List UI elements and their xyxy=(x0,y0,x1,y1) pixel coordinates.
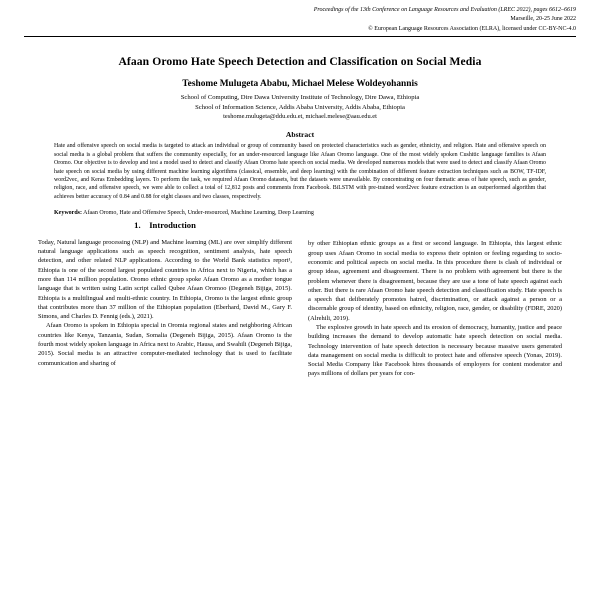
column-right xyxy=(308,219,562,378)
section-title: Introduction xyxy=(149,220,196,231)
column-left xyxy=(38,219,292,378)
paragraph: Afaan Oromo is spoken in Ethiopia special in Oromia regional states and neighboring African countries like Kenya, Tanzania, Sudan, Somalia (Degeneh Bijiga, 2015). Afaan Oromo is the fourth most widely spoken language in Africa next to Arabic, Hausa, and Swahili (Degeneh Bijiga, 2015). Social media is an attractive computer-mediated technology that is used to facilitate communication and sharing of xyxy=(38,322,292,367)
paragraph: Today, Natural language processing (NLP) and Machine learning (ML) are over simplify different natural language applications such as speech recognition, sentiment analysis, hate speech detection, and other related NLP applications. According to the World Bank statistics report¹, Ethiopia is one of the second largest populated countries in Africa next to Nigeria, which has a more than 114 million population. Oromo ethnic group spoke Afaan Oromo as a mother tongue language that is written using Latin script called Qubee Afaan Oromoo (Degeneh Bijiga, 2015). Ethiopia is a multilingual and multi-ethnic country. In Ethiopia, Oromo is the largest ethnic group that contributes more than 37 million of the Ethiopian population (Eberhard, David M., Gary F. Simons, and Charles D. Fennig (eds.), 2021). xyxy=(38,238,292,321)
abstract-heading: Abstract xyxy=(285,130,315,140)
author-emails: teshome.mulugeta@ddu.edu.et, michael.melese@aau.edu.et xyxy=(223,113,377,121)
keywords-line xyxy=(54,209,546,217)
keywords-text: Afaan Oromo, Hate and Offensive Speech, Under-resourced, Machine Learning, Deep Learning xyxy=(83,210,314,217)
paragraph: by other Ethiopian ethnic groups as a first or second language. In Ethiopia, this largest ethnic group uses Afaan Oromo in social media to express their opinion or feeling regarding to socio-economic and political aspects on social media. In this procedure there is clash of individual or group ideas, agreement and disagreement. There is no problem with agreement but there is the problem whenever there is disagreement, because they are use a tone of hate speech against each other. But there is rare Afaan Oromo hate speech detection and classification study. Hate speech is a speech that deliberately promotes hatred, discrimination, or attack against a person or a discernable group of identity, based on ethnicity, religion, race, gender, or disability (FDRE, 2020) (Alrehili, 2019). xyxy=(308,240,562,322)
paragraph: The explosive growth in hate speech and its erosion of democracy, humanity, justice and peace building increases the demand to develop automatic hate speech detection on social media. Technology intervention of hate speech detection is necessary because massive users generated data management on social media is difficult to protect hate and offensive speech (Yonas, 2019). Social Media Company like Facebook hires thousands of employers for content moderator and pays millions of dollars per years for con- xyxy=(308,323,562,378)
header-line-license: © European Language Resources Association (ELRA), licensed under CC-BY-NC-4.0 xyxy=(368,25,576,32)
header-divider xyxy=(24,36,576,37)
body-columns xyxy=(38,219,562,378)
affiliation-1: School of Computing, Dire Dawa University Institute of Technology, Dire Dawa, Ethiopia xyxy=(180,94,420,102)
page-title: Afaan Oromo Hate Speech Detection and Classification on Social Media xyxy=(118,55,482,68)
abstract-text: Hate and offensive speech on social media is targeted to attack an individual or group of community based on protected characteristics such as gender, ethnicity, and religion. Hate and offensive speech on social media is a global problem that suffers the community especially, for an under-resourced language like Afaan Oromo language. One of the most widely spoken Cushitic language families is Afaan Oromo. Our objective is to develop and test a model used to detect and classify Afaan Oromo hate speech on social media. We developed numerous models that were used to detect and classify Afaan Oromo hate speech on social media by using different machine learning algorithms (classical, ensemble, and deep learning) with the combination of different feature extraction techniques such as BOW, TF-IDF, word2vec, and Keras Embedding layers. To perform the task, we required Afaan Oromo datasets, but the datasets were unavailable. By concentrating on four thematic areas of hate speech, such as gender, religion, race, and offensive speech, we were able to collect a total of 12,812 posts and comments from Facebook. BiLSTM with pre-trained word2vec feature extraction is an outperformed algorithm that achieves better accuracy of 0.84 and 0.88 for eight classes and two classes, respectively. xyxy=(54,143,546,200)
keywords-label: Keywords: xyxy=(54,210,82,217)
header-line-location: Marseille, 20-25 June 2022 xyxy=(510,16,576,23)
column-spacer xyxy=(308,219,562,239)
author-list: Teshome Mulugeta Ababu, Michael Melese Woldeyohannis xyxy=(182,79,418,90)
paper-content xyxy=(38,46,562,379)
section-heading xyxy=(38,219,292,231)
affiliation-2: School of Information Science, Addis Ababa University, Addis Ababa, Ethiopia xyxy=(195,103,405,111)
section-number: 1. xyxy=(134,220,141,231)
header-line-proceedings: Proceedings of the 13th Conference on Language Resources and Evaluation (LREC 2022), pages 6612–6619 xyxy=(313,7,576,13)
proceedings-header xyxy=(314,6,576,34)
